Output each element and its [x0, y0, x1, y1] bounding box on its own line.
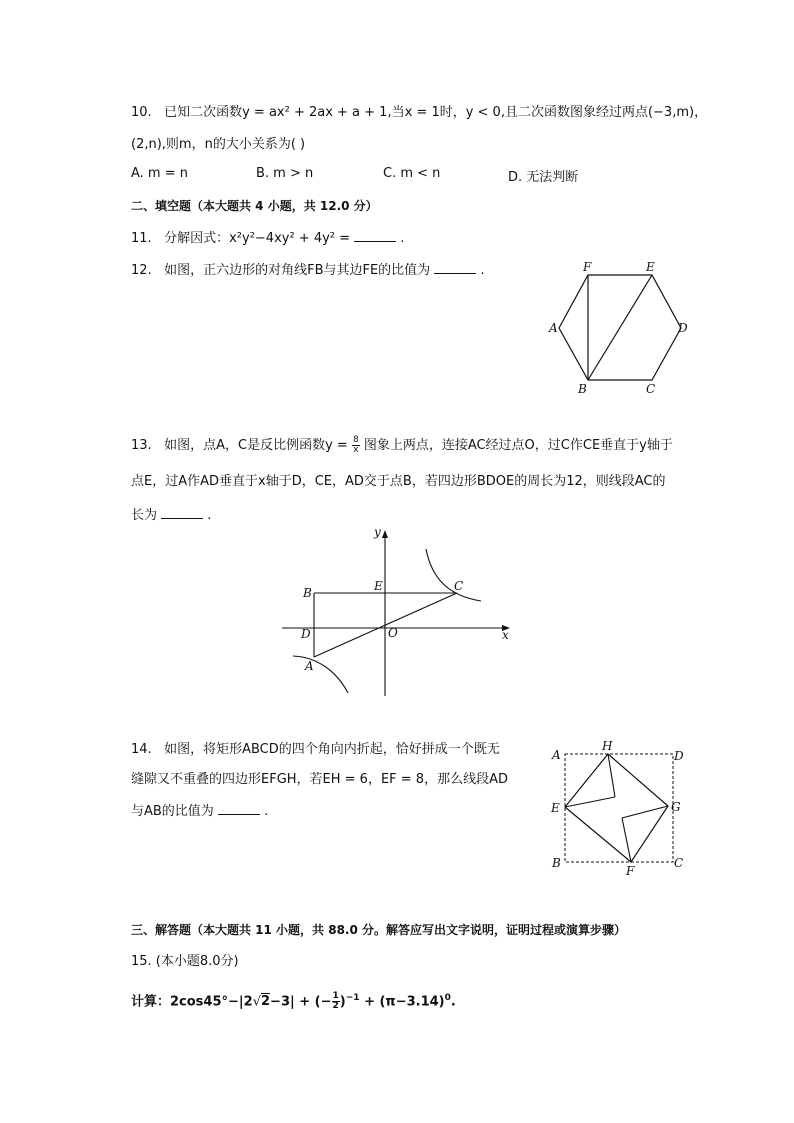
q14-text-1: 如图，将矩形ABCD的四个角向内折起，恰好拼成一个既无	[164, 742, 500, 757]
rect-label-e: E	[551, 801, 560, 815]
q13-end: .	[207, 508, 212, 523]
q13-line2: 点E，过A作AD垂直于x轴于D，CE，AD交于点B，若四边形BDOE的周长为12，则线段AC的	[131, 474, 666, 489]
q10-text: 已知二次函数y = ax² + 2ax + a + 1,当x = 1时，y < 0,且二次函数图象经过两点(−3,m)，	[164, 105, 708, 120]
q13-line3	[131, 505, 211, 526]
q13-frac-num: 8	[352, 435, 359, 445]
rect-label-h: H	[602, 739, 613, 753]
q10-option-a[interactable]: A. m = n	[131, 166, 188, 181]
q12-number: 12.	[131, 263, 152, 278]
q15-calc-a: 计算：2cos45°−|2	[131, 994, 253, 1010]
q15-frac-num: 1	[332, 991, 339, 1002]
coord-label-a: A	[305, 659, 314, 673]
q11-line	[131, 228, 404, 249]
q15-exp-2: 0	[444, 993, 451, 1003]
q13-text-b: 图象上两点，连接AC经过点O，过C作CE垂直于y轴于	[363, 438, 673, 453]
coord-label-x: x	[502, 628, 509, 642]
section-2-title: 二、填空题（本大题共 4 小题，共 12.0 分）	[131, 199, 378, 213]
coord-label-b: B	[303, 586, 312, 600]
q12-answer-blank[interactable]	[434, 260, 476, 274]
q13-frac-den: x	[353, 445, 359, 455]
hex-label-e: E	[646, 260, 655, 274]
q13-text-a: 如图，点A，C是反比例函数y =	[164, 438, 348, 453]
q12-end: .	[480, 263, 485, 278]
q15-calc-c: )	[339, 994, 346, 1010]
q15-header: 15. (本小题8.0分)	[131, 954, 239, 969]
hyperbola-branch-2	[293, 656, 348, 693]
q13-answer-blank[interactable]	[161, 505, 203, 519]
q10-option-d[interactable]: D. 无法判断	[508, 170, 579, 185]
q14-line3	[131, 801, 268, 822]
hex-label-c: C	[646, 382, 656, 396]
q14-text-3: 与AB的比值为	[131, 804, 214, 819]
y-axis-arrow-icon	[382, 530, 388, 538]
q15-calc-d: + (π−3.14)	[359, 994, 445, 1010]
q15-sqrt-arg: 2	[261, 994, 271, 1010]
q12-hexagon-figure	[540, 258, 700, 398]
q13-coordinate-figure	[278, 522, 518, 702]
quadrilateral-efgh	[565, 754, 668, 862]
q13-fraction	[352, 436, 360, 455]
q15-calc-b: −3| + (−	[270, 994, 332, 1010]
coord-label-d: D	[301, 627, 311, 641]
rect-label-g: G	[671, 800, 681, 814]
q11-number: 11.	[131, 231, 152, 246]
coord-label-o: O	[388, 626, 398, 640]
fold-line-h	[608, 754, 615, 797]
rect-label-b: B	[552, 856, 561, 870]
q10-text-2: (2,n),则m，n的大小关系为( )	[131, 137, 306, 152]
q10-line1	[131, 103, 707, 123]
rect-label-d: D	[674, 749, 684, 763]
rectangle-abcd-dashed	[565, 754, 673, 862]
q10-number: 10.	[131, 105, 152, 120]
rect-label-a: A	[552, 748, 561, 762]
hex-label-a: A	[549, 321, 558, 335]
q12-line	[131, 260, 485, 281]
q13-line1	[131, 436, 673, 456]
q12-text: 如图，正六边形的对角线FB与其边FE的比值为	[164, 263, 431, 278]
hex-label-d: D	[678, 321, 688, 335]
hex-label-f: F	[583, 260, 592, 274]
coord-label-e: E	[374, 579, 383, 593]
q15-expression	[131, 988, 456, 1012]
q15-exp-1: −1	[345, 993, 360, 1003]
q11-end: .	[400, 231, 405, 246]
q15-calc-e: .	[450, 994, 456, 1010]
q14-end: .	[264, 804, 269, 819]
sqrt-icon: √	[252, 994, 261, 1010]
q11-text: 分解因式：x²y²−4xy² + 4y² =	[164, 231, 355, 246]
q10-option-c[interactable]: C. m < n	[383, 166, 441, 181]
diagonal-eb	[588, 275, 652, 380]
rect-label-c: C	[674, 856, 684, 870]
section-3-title: 三、解答题（本大题共 11 小题，共 88.0 分。解答应写出文字说明，证明过程或演算步骤）	[131, 923, 627, 937]
q10-option-b[interactable]: B. m > n	[256, 166, 314, 181]
q15-frac-den: 2	[332, 1001, 339, 1012]
hex-label-b: B	[578, 382, 587, 396]
q14-answer-blank[interactable]	[218, 801, 260, 815]
q11-answer-blank[interactable]	[354, 228, 396, 242]
q10-line2	[131, 135, 305, 155]
coord-label-y: y	[374, 525, 381, 539]
q14-rectangle-figure	[548, 740, 698, 880]
q14-number: 14.	[131, 742, 152, 757]
q13-number: 13.	[131, 438, 152, 453]
coord-label-c: C	[454, 579, 464, 593]
q15-fraction	[332, 992, 340, 1011]
q14-line1	[131, 740, 500, 760]
q13-text-3: 长为	[131, 508, 158, 523]
rect-label-f: F	[626, 864, 635, 878]
q14-line2: 缝隙又不重叠的四边形EFGH，若EH = 6，EF = 8，那么线段AD	[131, 772, 508, 787]
